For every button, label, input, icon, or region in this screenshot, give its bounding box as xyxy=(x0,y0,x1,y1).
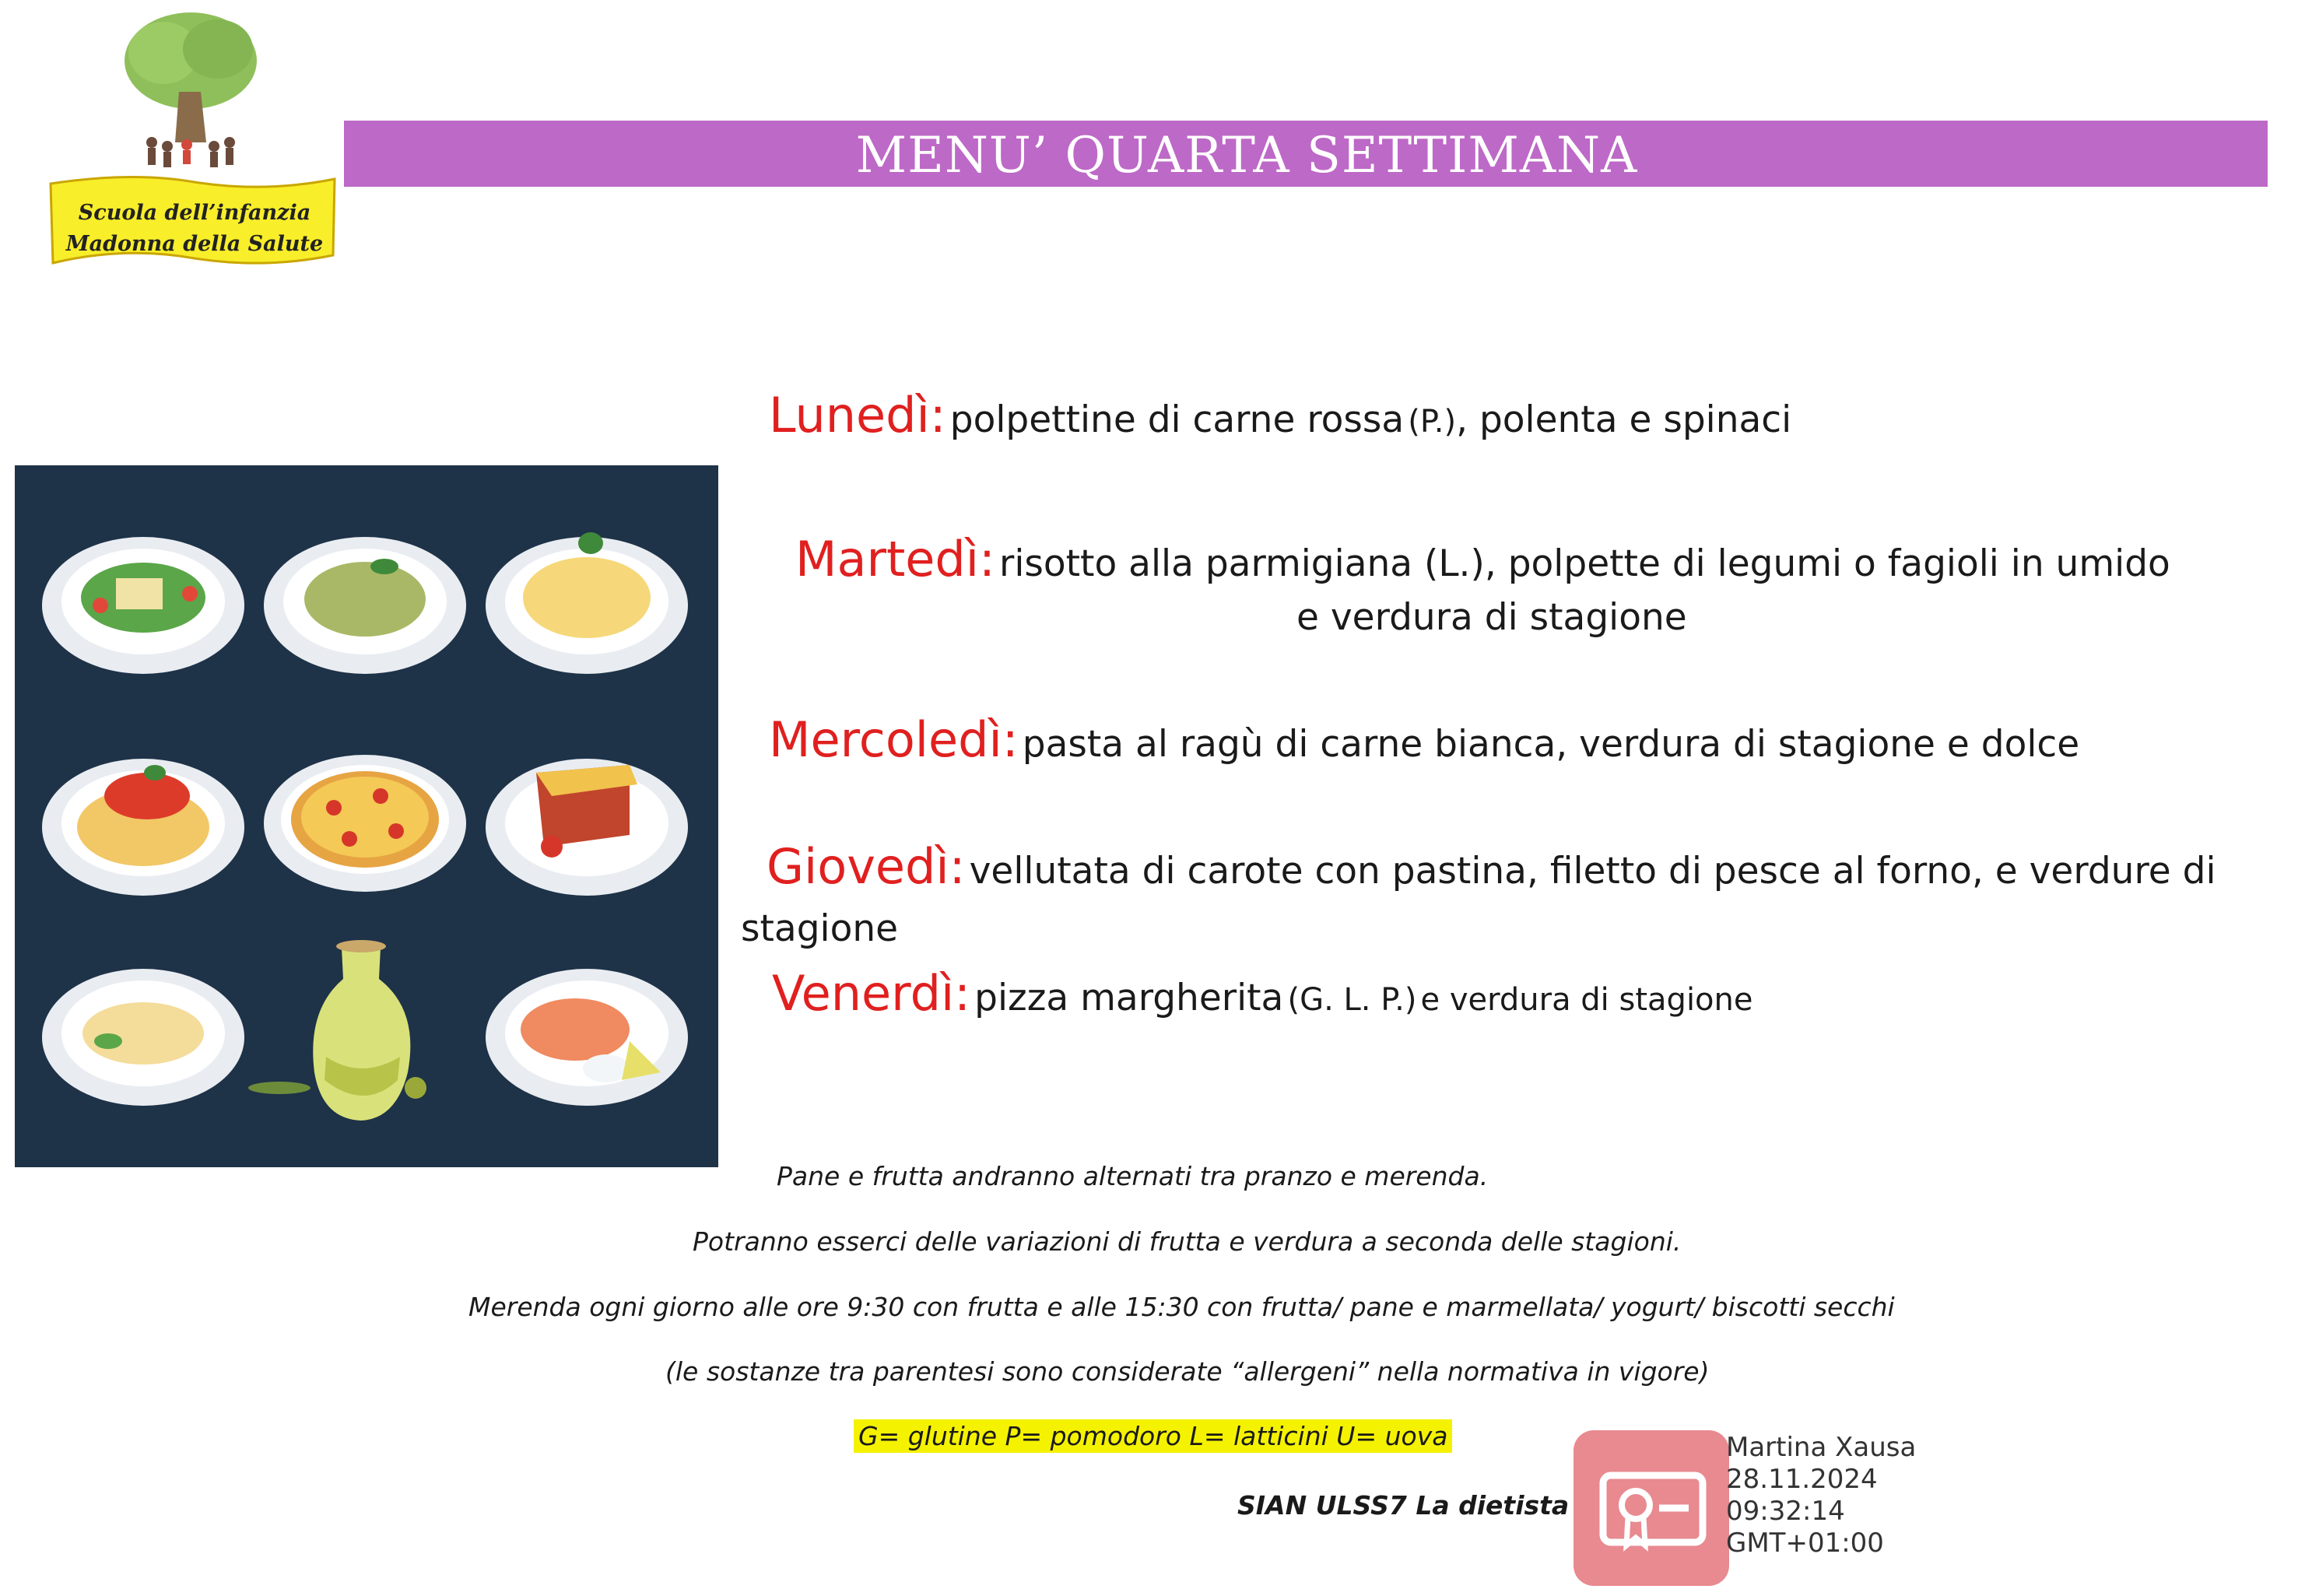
note-line-4: (le sostanze tra parentesi sono considerate “allergeni” nella normativa in vigore) xyxy=(665,1356,1710,1387)
logo-line-1: Scuola dell’infanzia xyxy=(78,201,311,225)
page-title: MENU’ QUARTA SETTIMANA xyxy=(855,127,1638,184)
menu-thursday xyxy=(767,838,2216,895)
day-label-tuesday: Martedì: xyxy=(795,531,995,588)
dish-tuesday-line-2: e verdura di stagione xyxy=(1296,596,1687,639)
day-label-thursday: Giovedì: xyxy=(767,838,966,895)
day-label-wednesday: Mercoledì: xyxy=(769,711,1019,768)
signature-date: 28.11.2024 xyxy=(1726,1464,1878,1495)
food-dishes-illustration xyxy=(15,465,718,1167)
salad-plate-icon xyxy=(42,537,244,674)
signer-name: Martina Xausa xyxy=(1726,1432,1917,1463)
logo-line-2: Madonna della Salute xyxy=(65,232,324,256)
school-logo xyxy=(39,6,350,275)
allergen-legend xyxy=(854,1421,1452,1451)
menu-wednesday xyxy=(769,711,2079,768)
note-line-3: Merenda ogni giorno alle ore 9:30 con frutta e alle 15:30 con frutta/ pane e marmellata/ yogurt/ biscotti secchi xyxy=(468,1292,1895,1322)
note-line-1: Pane e frutta andranno alternati tra pranzo e merenda. xyxy=(777,1161,1489,1191)
food-dishes-icon xyxy=(15,465,718,1167)
menu-tuesday xyxy=(795,531,2170,588)
pizza-plate-icon xyxy=(264,755,466,892)
dish-thursday-line-2: stagione xyxy=(741,907,899,950)
ravioli-plate-icon xyxy=(42,969,244,1106)
dish-friday-a: pizza margherita xyxy=(974,977,1284,1019)
digital-signature-badge xyxy=(1574,1430,1729,1586)
note-line-2: Potranno esserci delle variazioni di frutta e verdura a seconda delle stagioni. xyxy=(693,1226,1682,1257)
spaghetti-plate-icon xyxy=(42,759,244,896)
pesto-pasta-plate-icon xyxy=(264,537,466,674)
allergen-legend-text: G= glutine P= pomodoro L= latticini U= uova xyxy=(854,1419,1452,1453)
dish-friday-b: e verdura di stagione xyxy=(1420,982,1753,1018)
day-label-friday: Venerdì: xyxy=(772,965,971,1022)
signature-timezone: GMT+01:00 xyxy=(1726,1528,1884,1559)
signature-time: 09:32:14 xyxy=(1726,1496,1845,1527)
allergen-friday: (G. L. P.) xyxy=(1287,982,1417,1018)
dietista-signature-label: SIAN ULSS7 La dietista xyxy=(1237,1490,1570,1521)
dish-tuesday-line-1: risotto alla parmigiana (L.), polpette di legumi o fagioli in umido xyxy=(999,542,2170,585)
day-label-monday: Lunedì: xyxy=(769,387,946,444)
shrimp-plate-icon xyxy=(486,969,688,1106)
menu-friday xyxy=(772,965,1752,1022)
dish-monday-b: , polenta e spinaci xyxy=(1456,398,1792,441)
dish-thursday-line-1: vellutata di carote con pastina, filetto di pesce al forno, e verdure di xyxy=(969,850,2216,893)
dish-monday-a: polpettine di carne rossa xyxy=(949,398,1405,441)
dish-wednesday: pasta al ragù di carne bianca, verdura di stagione e dolce xyxy=(1022,723,2080,766)
allergen-monday: (P.) xyxy=(1408,404,1457,440)
lasagna-plate-icon xyxy=(486,759,688,896)
menu-monday xyxy=(769,387,1791,444)
digital-certificate-icon xyxy=(1574,1430,1729,1586)
